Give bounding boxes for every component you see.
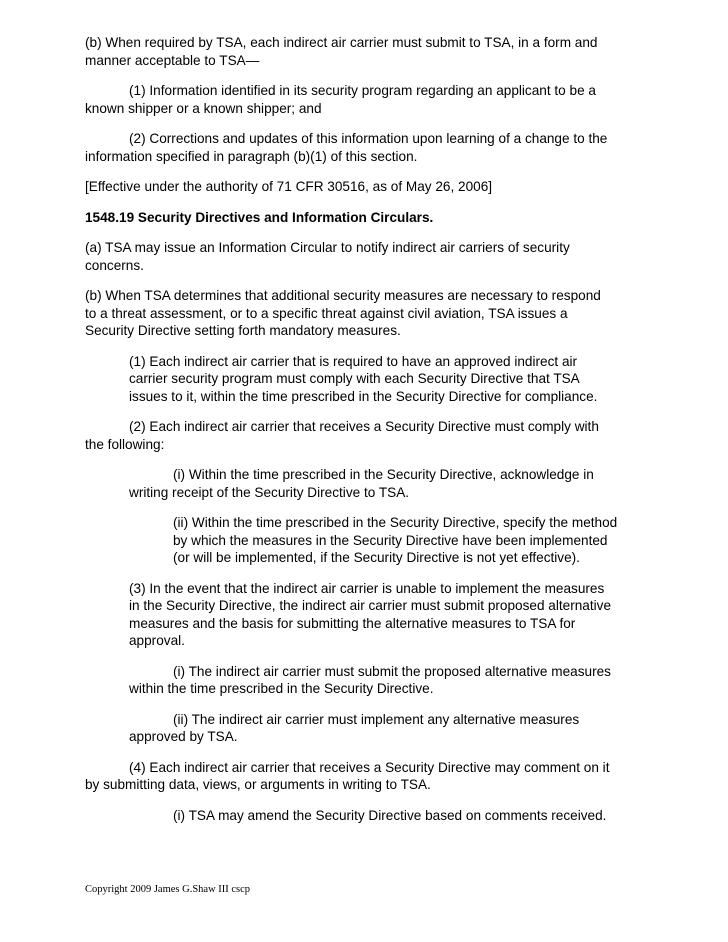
paragraph-b4-i: (i) TSA may amend the Security Directive based on comments received. xyxy=(173,807,607,823)
paragraph-b4: (4) Each indirect air carrier that receives a Security Directive may comment on it by submitting data, views, or arguments in writing to TSA. xyxy=(85,759,610,792)
paragraph-b2-i: (i) Within the time prescribed in the Security Directive, acknowledge in writing receipt of the Security Directive to TSA. xyxy=(129,467,594,500)
paragraph-b1-comply: (1) Each indirect air carrier that is required to have an approved indirect air carrier security program must comply with each Security Directive that TSA issues to it, within the time prescribed in the Security Directive for compliance. xyxy=(129,353,598,404)
paragraph-b2-ii: (ii) Within the time prescribed in the Security Directive, specify the method by which the measures in the Security Directive have been implemented (or will be implemented, if the Security Directive is not yet effective). xyxy=(173,515,618,565)
section-heading: 1548.19 Security Directives and Information Circulars. xyxy=(85,209,434,225)
paragraph-b-1: (1) Information identified in its security program regarding an applicant to be a known shipper or a known shipper; and xyxy=(85,83,596,116)
page-footer: Copyright 2009 James G.Shaw III cscp xyxy=(85,884,251,895)
document-page xyxy=(85,34,645,837)
paragraph-b: (b) When TSA determines that additional security measures are necessary to respond to a threat assessment, or to a specific threat against civil aviation, TSA issues a Security Directive setting forth mandatory measures. xyxy=(85,288,601,338)
paragraph-b-2: (2) Corrections and updates of this information upon learning of a change to the information specified in paragraph (b)(1) of this section. xyxy=(85,131,608,164)
paragraph-a: (a) TSA may issue an Information Circular to notify indirect air carriers of security concerns. xyxy=(85,240,570,273)
paragraph-b3: (3) In the event that the indirect air carrier is unable to implement the measures in the Security Directive, the indirect air carrier must submit proposed alternative measures and the basis for submitting the alternative measures to TSA for approval. xyxy=(129,580,612,648)
paragraph-b3-i: (i) The indirect air carrier must submit the proposed alternative measures within the time prescribed in the Security Directive. xyxy=(129,663,611,696)
paragraph-b3-ii: (ii) The indirect air carrier must implement any alternative measures approved by TSA. xyxy=(129,711,580,744)
paragraph-b2-receives: (2) Each indirect air carrier that receives a Security Directive must comply with the following: xyxy=(85,419,599,452)
paragraph-b-submit: (b) When required by TSA, each indirect air carrier must submit to TSA, in a form and manner acceptable to TSA— xyxy=(85,35,598,68)
effective-note: [Effective under the authority of 71 CFR 30516, as of May 26, 2006] xyxy=(85,179,493,194)
